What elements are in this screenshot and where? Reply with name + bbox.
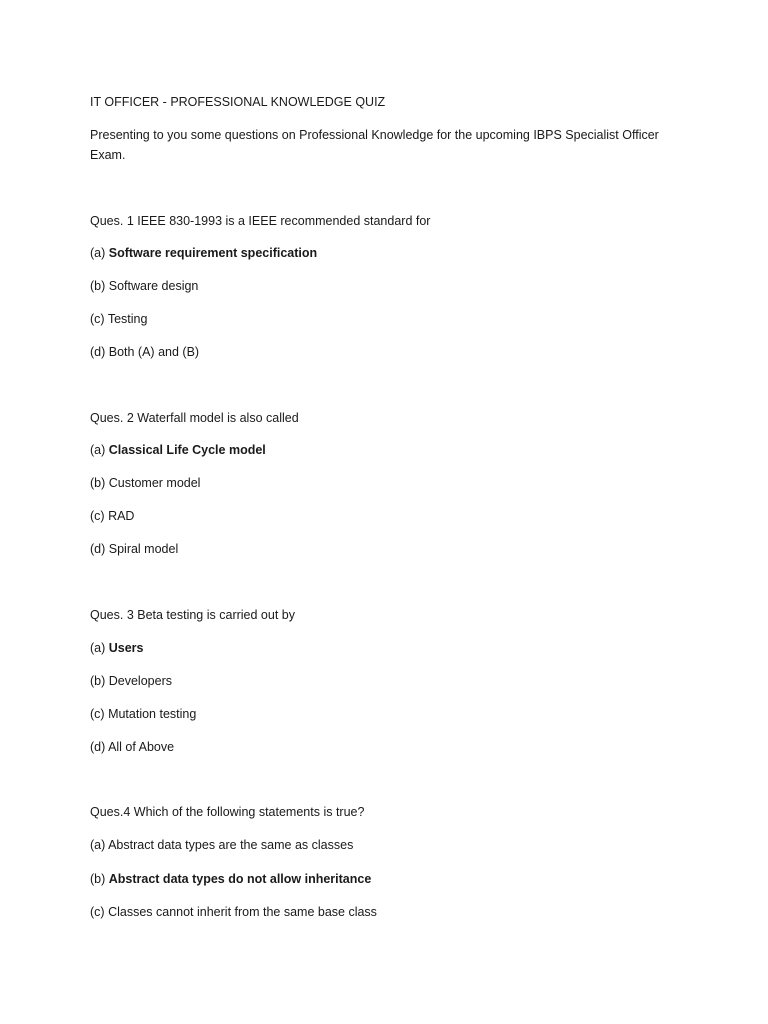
question-1-option-c: (c) Testing xyxy=(90,312,148,326)
question-4-text: Ques.4 Which of the following statements is true? xyxy=(90,805,365,819)
question-3-option-d: (d) All of Above xyxy=(90,740,175,754)
document-intro: Presenting to you some questions on Professional Knowledge for the upcoming IBPS Specialist Officer Exam. xyxy=(90,128,659,162)
correct-answer: Classical Life Cycle model xyxy=(108,443,266,457)
question-1-text: Ques. 1 IEEE 830-1993 is a IEEE recommended standard for xyxy=(90,214,431,228)
question-2-option-b: (b) Customer model xyxy=(90,476,201,490)
question-2-option-d: (d) Spiral model xyxy=(90,542,179,556)
question-4-option-c: (c) Classes cannot inherit from the same base class xyxy=(90,905,377,919)
question-2-option-c: (c) RAD xyxy=(90,509,135,523)
question-3-option-c: (c) Mutation testing xyxy=(90,707,197,721)
question-4-option-b: (b) Abstract data types do not allow inheritance xyxy=(90,872,372,886)
question-1-option-b: (b) Software design xyxy=(90,279,199,293)
question-1-option-a: (a) Software requirement specification xyxy=(90,246,318,260)
correct-answer: Abstract data types do not allow inheritance xyxy=(108,872,372,886)
question-2-option-a: (a) Classical Life Cycle model xyxy=(90,443,266,457)
question-3-option-b: (b) Developers xyxy=(90,674,172,688)
question-1-option-d: (d) Both (A) and (B) xyxy=(90,345,200,359)
question-4-option-a: (a) Abstract data types are the same as classes xyxy=(90,838,354,852)
correct-answer: Users xyxy=(108,641,144,655)
document-title: IT OFFICER - PROFESSIONAL KNOWLEDGE QUIZ xyxy=(90,95,386,109)
question-3-text: Ques. 3 Beta testing is carried out by xyxy=(90,608,295,622)
question-2-text: Ques. 2 Waterfall model is also called xyxy=(90,411,299,425)
correct-answer: Software requirement specification xyxy=(108,246,318,260)
question-3-option-a: (a) Users xyxy=(90,641,144,655)
